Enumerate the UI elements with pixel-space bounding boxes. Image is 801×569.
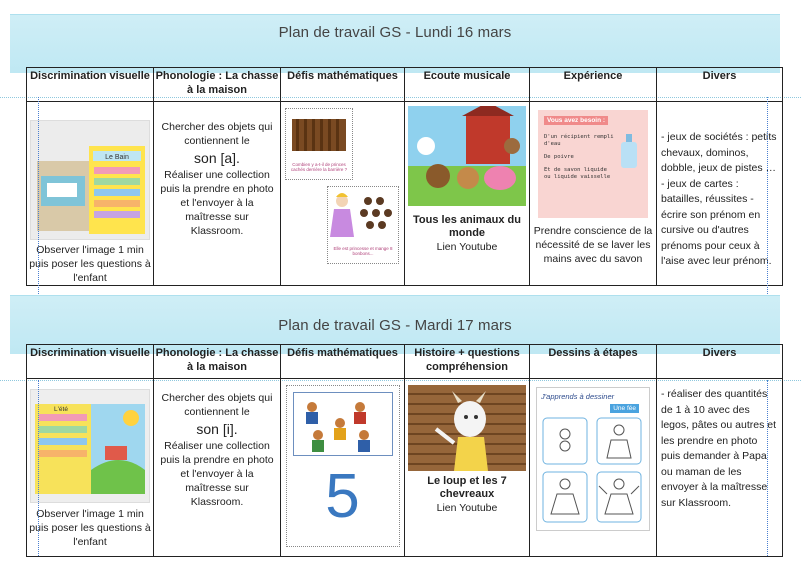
day2-title: Plan de travail GS - Mardi 17 mars [278, 317, 512, 334]
day1-animals-thumbnail [408, 106, 526, 206]
day2-math-card [286, 385, 400, 547]
day1-table [26, 67, 783, 286]
day1-header-phono: Phonologie : La chasse à la maison [154, 68, 281, 102]
day2-header-math: Défis mathématiques [281, 345, 405, 379]
day1-exp-card-title: Vous avez besoin : [544, 116, 608, 125]
day1-cell-exp [530, 102, 657, 286]
day1-exp-card [538, 110, 648, 218]
day2-visuelle-caption: Observer l'image 1 min puis poser les questions à l'enfant [29, 508, 151, 548]
day1-guide-left [38, 97, 39, 296]
day2-header-visuelle: Discrimination visuelle [27, 345, 154, 379]
day2-phono-sound: son [i]. [196, 421, 238, 437]
day1-header-visuelle: Discrimination visuelle [27, 68, 154, 102]
day2-card-label: L'été [54, 406, 68, 413]
day2-cell-divers [657, 379, 783, 557]
day2-story-link[interactable]: Lien Youtube [436, 502, 498, 514]
day1-phono-line1: Chercher des objets qui contiennent le [161, 121, 273, 147]
day1-header-math: Défis mathématiques [281, 68, 405, 102]
day1-exp-item-3: Et de savon liquide ou liquide vaisselle [544, 167, 611, 180]
soap-bottle-icon [616, 130, 642, 170]
day2-header-dessin: Dessins à étapes [530, 345, 657, 379]
day2-content-row [27, 379, 783, 557]
day1-divers-text: - jeux de sociétés : petits chevaux, dominos, dobble, jeux de pistes … - jeux de cartes : batailles, réussites - écrire son prénom en cursive ou d'autres prénoms pour ceux à l'aise avec leur prénom. [661, 131, 777, 267]
day1-exp-caption: Prendre conscience de la nécessité de se laver les mains avec du savon [533, 225, 653, 265]
day1-visuelle-caption: Observer l'image 1 min puis poser les questions à l'enfant [29, 244, 151, 284]
day2-phono-line1: Chercher des objets qui contiennent le [161, 392, 273, 418]
day2-cell-story [405, 379, 530, 557]
day2-dessin-badge: Une fée [610, 404, 639, 413]
day1-exp-item-2: De poivre [544, 154, 574, 160]
day1-title: Plan de travail GS - Lundi 16 mars [278, 24, 512, 41]
day1-music-link[interactable]: Lien Youtube [436, 241, 498, 253]
day2-cell-phono [154, 379, 281, 557]
day1-math-princess-card [327, 186, 399, 264]
day1-card-label: Le Bain [105, 154, 129, 161]
day1-cell-music [405, 102, 530, 286]
day2-table [26, 344, 783, 557]
day1-header-divers: Divers [657, 68, 783, 102]
day1-exp-item-1: D'un récipient rempli d'eau [544, 134, 614, 147]
day2-header-divers: Divers [657, 345, 783, 379]
day2-wolf-goat-thumbnail [408, 385, 526, 471]
princess-icon [328, 187, 398, 243]
day1-math-caption1: Combien y a-t-il de princes cachés derrière la barrière ? [290, 162, 348, 172]
day1-math-fence-card [285, 108, 353, 180]
day2-dessin-card [536, 387, 650, 531]
day1-guide-right [767, 97, 768, 296]
day2-header-row [27, 345, 783, 379]
day2-header-story: Histoire + questions compréhension [405, 345, 530, 379]
day1-header-row [27, 68, 783, 102]
day2-summer-photo [30, 389, 150, 503]
day2-math-number: 5 [325, 462, 360, 531]
day2-cell-dessin [530, 379, 657, 557]
day2-guide-right [767, 380, 768, 556]
day1-cell-divers [657, 102, 783, 286]
fence-icon [286, 109, 352, 159]
day2-phono-line2: Réaliser une collection puis la prendre en photo et l'envoyer à la maîtresse sur Klassroom. [160, 440, 274, 508]
day1-phono-line2: Réaliser une collection puis la prendre en photo et l'envoyer à la maîtresse sur Klassroom. [160, 169, 274, 237]
day1-header-exp: Expérience [530, 68, 657, 102]
day2-dessin-title: J'apprends à dessiner [541, 392, 615, 401]
day1-phono-sound: son [a]. [194, 150, 240, 166]
children-figures-icon [294, 393, 392, 455]
day1-cell-visuelle [27, 102, 154, 286]
day2-divers-text: - réaliser des quantités de 1 à 10 avec des legos, pâtes ou autres et les prendre en photo puis demander à Papa ou maman de les envoyer à la maîtresse sur Klassroom. [661, 388, 776, 509]
day1-cell-math [281, 102, 405, 286]
day2-story-title: Le loup et les 7 chevreaux [427, 475, 507, 500]
fairy-steps-icon [537, 414, 649, 528]
day2-cell-visuelle [27, 379, 154, 557]
day2-cell-math [281, 379, 405, 557]
day2-guide-left [38, 380, 39, 556]
day1-header-music: Ecoute musicale [405, 68, 530, 102]
day1-math-caption2: Elle est princesse et mange 8 bonbons... [333, 246, 393, 256]
day1-content-row [27, 102, 783, 286]
day2-header-phono: Phonologie : La chasse à la maison [154, 345, 281, 379]
day1-cell-phono [154, 102, 281, 286]
day2-math-figures [293, 392, 393, 456]
day1-music-title: Tous les animaux du monde [413, 214, 521, 239]
day1-bathroom-photo [30, 120, 150, 240]
day1-banner [10, 14, 780, 73]
